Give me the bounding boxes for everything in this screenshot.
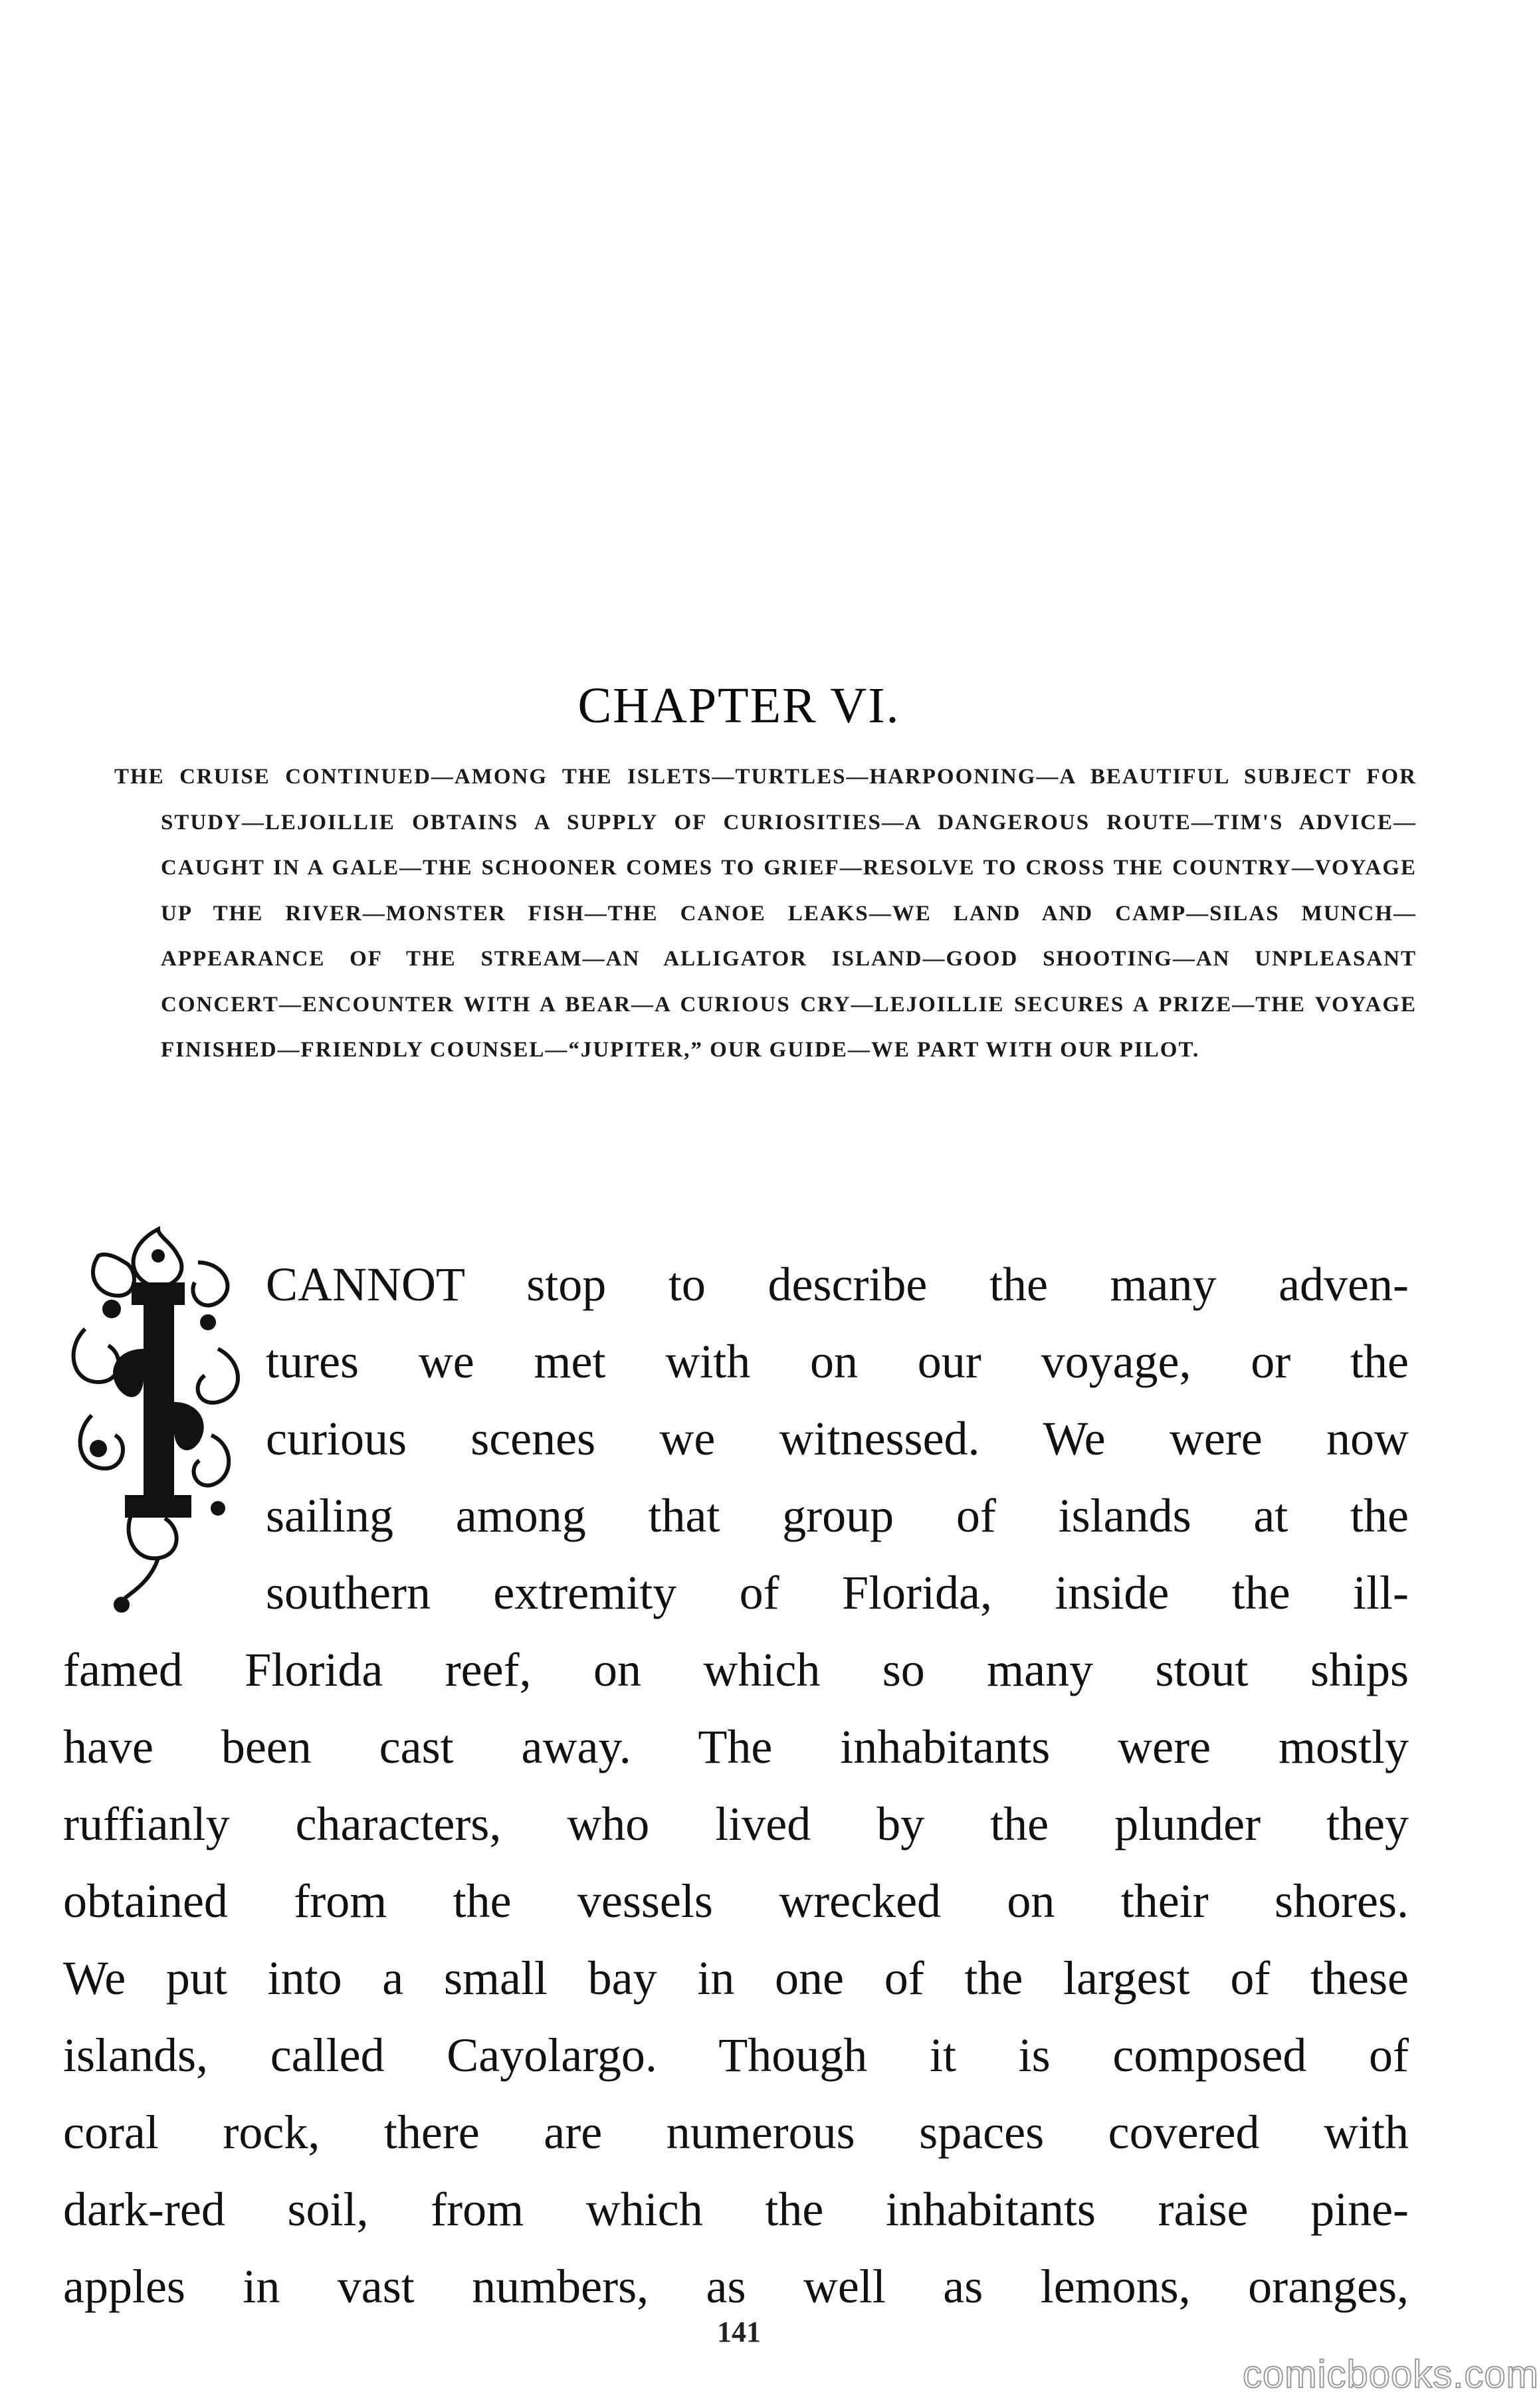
chapter-title: CHAPTER VI. — [577, 677, 900, 734]
body-line: famed Florida reef, on which so many stout ships — [63, 1643, 1409, 1696]
decorative-initial-i-icon — [58, 1216, 251, 1615]
body-line: sailing among that group of islands at the — [266, 1489, 1409, 1542]
chapter-synopsis: THE CRUISE CONTINUED—AMONG THE ISLETS—TURTLES—HARPOONING—A BEAUTIFUL SUBJECT FOR STUDY—LEJOILLIE OBTAINS A SUPPLY OF CURIOSITIES—A DANGEROUS ROUTE—TIM'S ADVICE—CAUGHT IN A GALE—THE SCHOONER COMES TO GRIEF—RESOLVE TO CROSS THE COUNTRY—VOYAGE UP THE RIVER—MONSTER FISH—THE CANOE LEAKS—WE LAND AND CAMP—SILAS MUNCH—APPEARANCE OF THE STREAM—AN ALLIGATOR ISLAND—GOOD SHOOTING—AN UNPLEASANT CONCERT—ENCOUNTER WITH A BEAR—A CURIOUS CRY—LEJOILLIE SECURES A PRIZE—THE VOYAGE FINISHED—FRIENDLY COUNSEL—“JUPITER,” OUR GUIDE—WE PART WITH OUR PILOT. — [114, 765, 1417, 1062]
body-line: curious scenes we witnessed. We were now — [266, 1412, 1409, 1465]
body-line: CANNOT stop to describe the many adven- — [266, 1258, 1409, 1311]
body-line: ruffianly characters, who lived by the plunder they — [63, 1797, 1409, 1851]
body-line: tures we met with on our voyage, or the — [266, 1335, 1409, 1388]
body-line: obtained from the vessels wrecked on their shores. — [63, 1874, 1409, 1928]
body-line: dark-red soil, from which the inhabitants raise pine- — [63, 2183, 1409, 2236]
body-line: apples in vast numbers, as well as lemons, oranges, — [63, 2260, 1409, 2313]
watermark: comicbooks.com — [1243, 2353, 1539, 2396]
body-line: coral rock, there are numerous spaces covered with — [63, 2106, 1409, 2159]
body-line: have been cast away. The inhabitants were mostly — [63, 1720, 1409, 1773]
page-number: 141 — [717, 2316, 761, 2348]
body-line: southern extremity of Florida, inside the ill- — [266, 1566, 1409, 1619]
body-line: islands, called Cayolargo. Though it is composed of — [63, 2029, 1409, 2082]
body-line: We put into a small bay in one of the largest of these — [63, 1952, 1409, 2005]
